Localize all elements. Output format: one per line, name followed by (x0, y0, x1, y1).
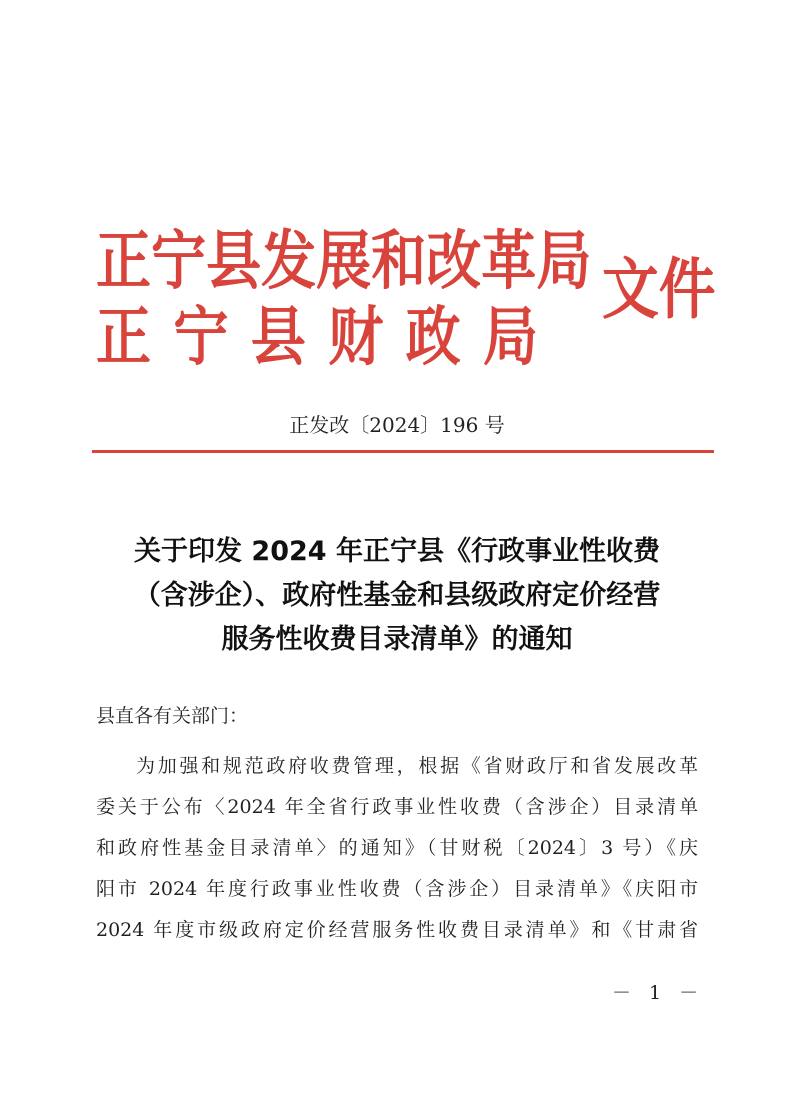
salutation: 县直各有关部门： (96, 705, 249, 727)
body-line: 委关于公布〈2024 年全省行政事业性收费（含涉企）目录清单 (96, 796, 698, 818)
body-line: 阳市 2024 年度行政事业性收费（含涉企）目录清单》《庆阳市 (96, 878, 698, 900)
issuer-name-finance: 正宁县财政局 (96, 300, 561, 375)
red-letterhead (96, 224, 716, 376)
title-line: （含涉企）、政府性基金和县级政府定价经营 (133, 580, 661, 611)
document-title (96, 530, 698, 662)
body-line: 为加强和规范政府收费管理，根据《省财政厅和省发展改革 (136, 755, 698, 777)
body-line: 2024 年度市级政府定价经营服务性收费目录清单》和《甘肃省 (96, 919, 698, 941)
title-line: 服务性收费目录清单》的通知 (221, 624, 573, 655)
document-number: 正发改〔2024〕196 号 (289, 413, 505, 437)
title-line: 关于印发 2024 年正宁县《行政事业性收费 (134, 536, 660, 567)
issuer-name-development-reform: 正宁县发展和改革局 (96, 224, 592, 299)
document-type-label: 文件 (602, 250, 716, 328)
body-line: 和政府性基金目录清单〉的通知》（甘财税〔2024〕3 号）《庆 (96, 837, 698, 859)
body-paragraph (96, 746, 698, 951)
red-divider-line (92, 450, 714, 453)
page-number: － 1 － (612, 982, 705, 1004)
